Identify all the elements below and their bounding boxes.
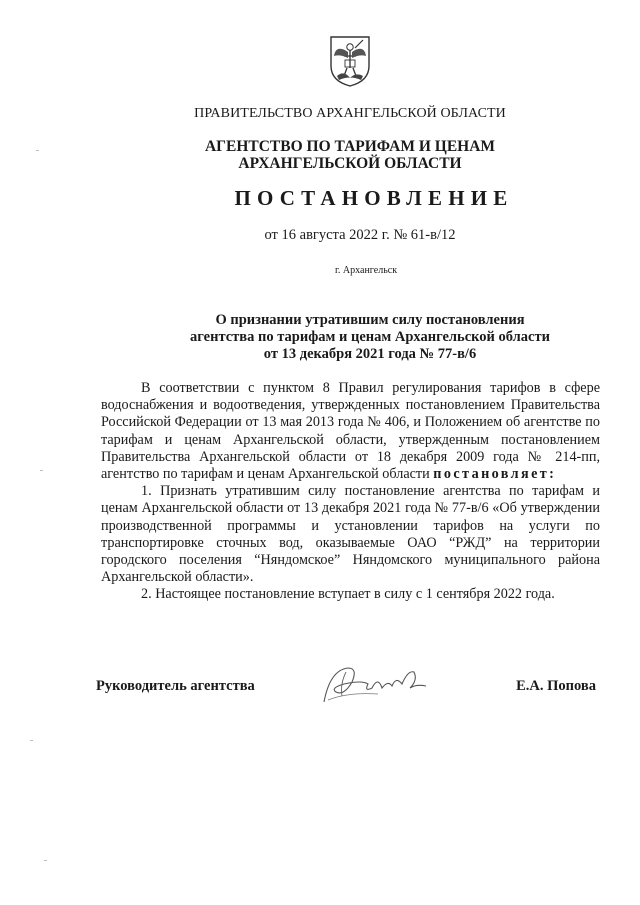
agency-name-line2: АРХАНГЕЛЬСКОЙ ОБЛАСТИ xyxy=(238,155,462,172)
scan-mark xyxy=(36,150,39,151)
decree-subject xyxy=(50,312,640,363)
scan-mark xyxy=(40,470,43,471)
signature-block xyxy=(96,674,596,714)
preamble-paragraph xyxy=(101,380,600,483)
preamble-text: В соответствии с пунктом 8 Правил регулирования тарифов в сфере водоснабжения и водоотведения, утвержденных постановлением Правительства Российской Федерации от 13 мая 2013 года № 406, и Положением об агентстве по тарифам и ценам Архангельской области, утвержденным постановлением Правительства Архангельской области от 18 декабря 2009 года № 214-пп, агентство по тарифам и ценам Архангельской области xyxy=(101,380,600,483)
archangel-coat-of-arms-icon xyxy=(328,34,372,88)
subject-line3: от 13 декабря 2021 года № 77-в/6 xyxy=(263,346,477,362)
item-1-paragraph: 1. Признать утратившим силу постановление агентства по тарифам и ценам Архангельской области от 13 декабря 2021 года № 77-в/6 «Об утверждении производственной программы и установлении тарифов на услуги по транспортировке сточных вод, оказываемые ОАО “РЖД” на территории городского поселения “Няндомское” Няндомского муниципального района Архангельской области». xyxy=(101,483,600,586)
city-name: г. Архангельск xyxy=(334,265,398,276)
government-name: ПРАВИТЕЛЬСТВО АРХАНГЕЛЬСКОЙ ОБЛАСТИ xyxy=(194,106,506,121)
signatory-name: Е.А. Попова xyxy=(516,678,596,694)
handwritten-signature-icon xyxy=(318,662,438,708)
subject-line2: агентства по тарифам и ценам Архангельской области xyxy=(190,329,550,345)
agency-name-line1: АГЕНТСТВО ПО ТАРИФАМ И ЦЕНАМ xyxy=(204,138,496,155)
subject-line1: О признании утратившим силу постановления xyxy=(215,312,525,328)
agency-name xyxy=(30,138,640,172)
item-2-paragraph: 2. Настоящее постановление вступает в силу с 1 сентября 2022 года. xyxy=(141,586,555,603)
scan-mark xyxy=(44,860,47,861)
decree-title: ПОСТАНОВЛЕНИЕ xyxy=(234,186,514,210)
signatory-title: Руководитель агентства xyxy=(96,678,255,694)
decree-date-number: от 16 августа 2022 г. № 61-в/12 xyxy=(264,227,456,243)
scan-mark xyxy=(30,740,33,741)
resolves-word: постановляет: xyxy=(433,466,557,483)
decree-body xyxy=(101,380,600,604)
